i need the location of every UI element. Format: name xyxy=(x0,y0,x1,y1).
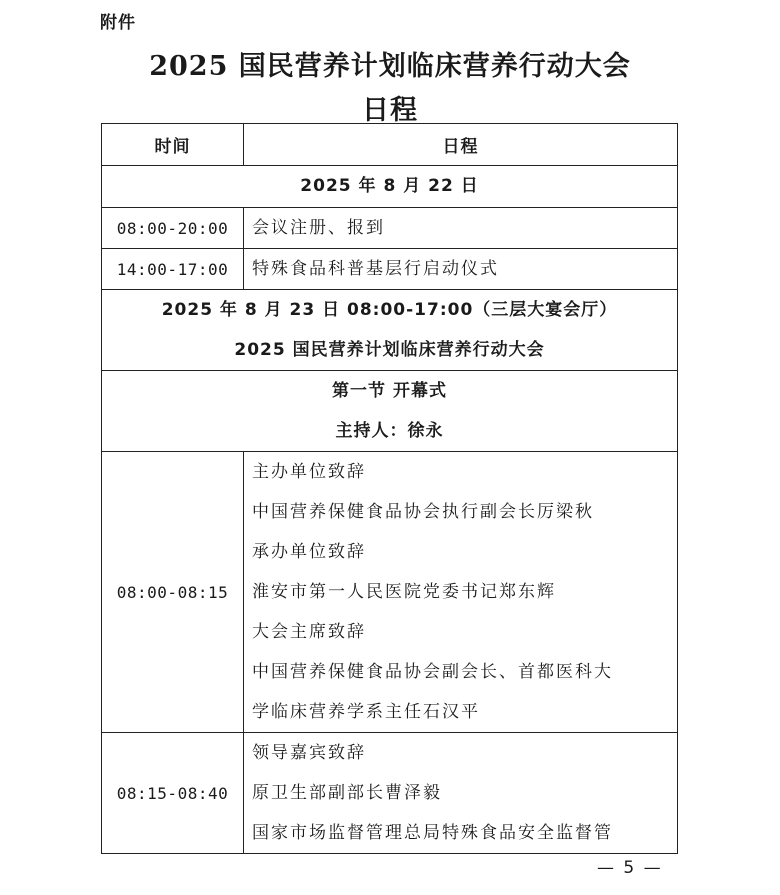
schedule-table xyxy=(101,123,678,854)
column-header-time: 时间 xyxy=(102,124,244,165)
table-row xyxy=(102,451,677,732)
time-cell: 08:15-08:40 xyxy=(102,733,244,853)
table-row xyxy=(102,732,677,853)
section1-header-cell xyxy=(102,371,677,451)
schedule-item: 领导嘉宾致辞 xyxy=(252,743,366,763)
time-cell: 08:00-08:15 xyxy=(102,452,244,732)
day1-date-cell xyxy=(102,166,677,207)
document-subtitle: 日程 xyxy=(362,95,418,126)
table-row xyxy=(102,248,677,289)
section1-header-row xyxy=(102,370,677,451)
day1-date-row xyxy=(102,165,677,207)
attachment-label: 附件 xyxy=(100,13,136,33)
schedule-cell xyxy=(244,249,677,289)
day2-event-name: 2025 国民营养计划临床营养行动大会 xyxy=(234,340,545,360)
time-cell: 14:00-17:00 xyxy=(102,249,244,289)
schedule-item: 国家市场监督管理总局特殊食品安全监督管 xyxy=(252,823,613,843)
day2-date-line: 2025 年 8 月 23 日 08:00-17:00（三层大宴会厅） xyxy=(161,300,618,320)
day2-header-row xyxy=(102,289,677,370)
schedule-item: 中国营养保健食品协会执行副会长厉梁秋 xyxy=(252,502,594,522)
section1-title: 第一节 开幕式 xyxy=(332,381,447,401)
section1-host: 主持人：徐永 xyxy=(335,421,444,441)
column-header-schedule: 日程 xyxy=(442,137,479,157)
document-title: 2025 国民营养计划临床营养行动大会 xyxy=(149,51,631,82)
schedule-item: 淮安市第一人民医院党委书记郑东辉 xyxy=(252,582,556,602)
schedule-cell xyxy=(244,208,677,248)
table-row xyxy=(102,207,677,248)
schedule-item: 大会主席致辞 xyxy=(252,622,366,642)
schedule-item: 学临床营养学系主任石汉平 xyxy=(252,702,480,722)
time-cell: 08:00-20:00 xyxy=(102,208,244,248)
schedule-cell xyxy=(244,733,677,853)
schedule-item: 原卫生部副部长曹泽毅 xyxy=(252,783,442,803)
schedule-item: 中国营养保健食品协会副会长、首都医科大 xyxy=(252,662,613,682)
schedule-item: 主办单位致辞 xyxy=(252,462,366,482)
page-number: — 5 — xyxy=(597,858,663,878)
day1-date: 2025 年 8 月 22 日 xyxy=(300,176,479,196)
schedule-item: 承办单位致辞 xyxy=(252,542,366,562)
day2-header-cell xyxy=(102,290,677,370)
table-header-row xyxy=(102,124,677,165)
schedule-item: 特殊食品科普基层行启动仪式 xyxy=(252,259,499,279)
schedule-cell xyxy=(244,452,677,732)
schedule-item: 会议注册、报到 xyxy=(252,218,385,238)
